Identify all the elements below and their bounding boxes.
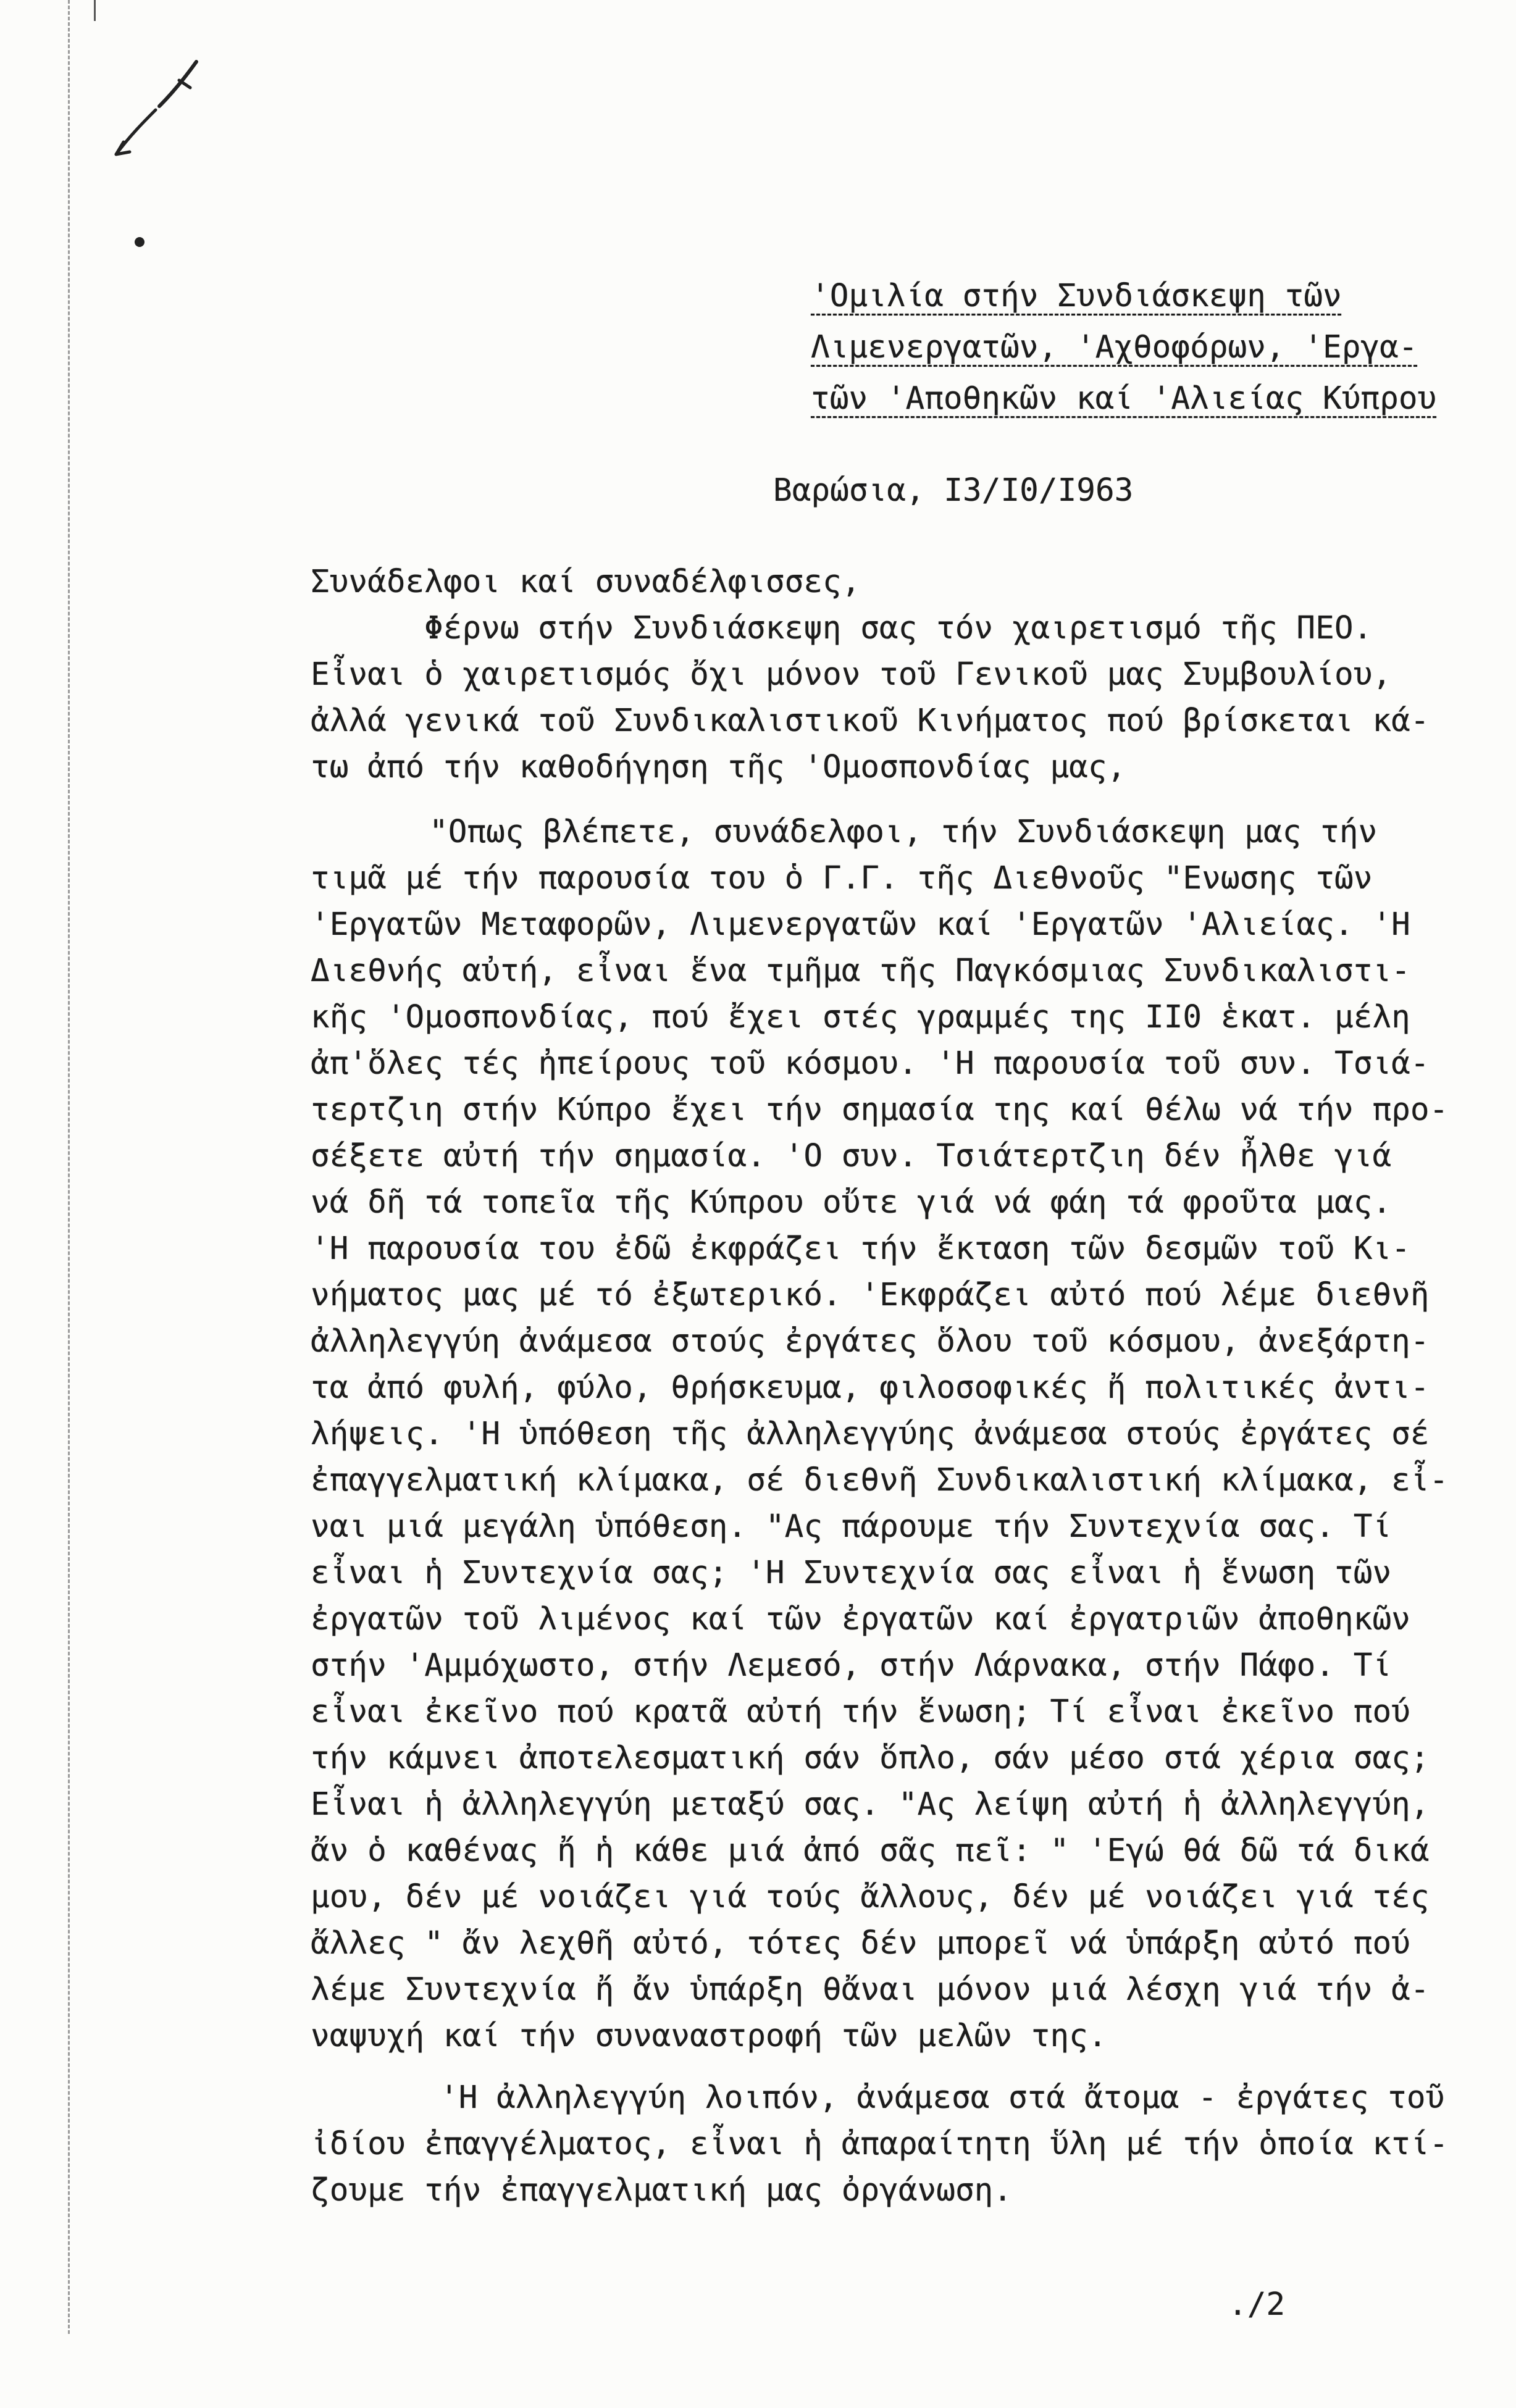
paragraph-line: "Οπως βλέπετε, συνάδελφοι, τήν Συνδιάσκεψη μας τήν bbox=[429, 814, 1378, 850]
paragraph-line: Εἶναι ἡ ἀλληλεγγύη μεταξύ σας. "Ας λείψη αὐτή ἡ ἀλληλεγγύη, bbox=[311, 1786, 1430, 1823]
paragraph-line: Διεθνής αὐτή, εἶναι ἕνα τμῆμα τῆς Παγκόσμιας Συνδικαλιστι- bbox=[311, 953, 1410, 989]
paragraph-line: 'Η ἀλληλεγγύη λοιπόν, ἀνάμεσα στά ἄτομα - ἐργάτες τοῦ bbox=[440, 2080, 1445, 2116]
paragraph-line: εἶναι ἐκεῖνο πού κρατᾶ αὐτή τήν ἕνωση; Τί εἶναι ἐκεῖνο πού bbox=[311, 1694, 1410, 1730]
paragraph-line: τω ἀπό τήν καθοδήγηση τῆς 'Ομοσπονδίας μας, bbox=[311, 749, 1126, 785]
paragraph-line: κῆς 'Ομοσπονδίας, πού ἔχει στές γραμμές της II0 ἑκατ. μέλη bbox=[311, 999, 1410, 1035]
paragraph-line: ναψυχή καί τήν συναναστροφή τῶν μελῶν της. bbox=[311, 2018, 1107, 2054]
paragraph-line: μου, δέν μέ νοιάζει γιά τούς ἄλλους, δέν μέ νοιάζει γιά τές bbox=[311, 1879, 1430, 1915]
paragraph-line: ἰδίου ἐπαγγέλματος, εἶναι ἡ ἀπαραίτητη ὕλη μέ τήν ὁποία κτί- bbox=[311, 2126, 1449, 2162]
paragraph-line: ἀλληλεγγύη ἀνάμεσα στούς ἐργάτες ὅλου τοῦ κόσμου, ἀνεξάρτη- bbox=[311, 1323, 1430, 1360]
heading-line: 'Ομιλία στήν Συνδιάσκεψη τῶν bbox=[811, 278, 1342, 314]
speech-body bbox=[311, 559, 1448, 2214]
paragraph-line: στήν 'Αμμόχωστο, στήν Λεμεσό, στήν Λάρνακα, στήν Πάφο. Τί bbox=[311, 1647, 1392, 1684]
paragraph-line: νήματος μας μέ τό ἐξωτερικό. 'Εκφράζει αὐτό πού λέμε διεθνῆ bbox=[311, 1277, 1430, 1313]
paragraph-line: Εἶναι ὁ χαιρετισμός ὄχι μόνον τοῦ Γενικοῦ μας Συμβουλίου, bbox=[311, 656, 1392, 693]
margin-tick bbox=[94, 0, 96, 21]
paragraph-line: ναι μιά μεγάλη ὑπόθεση. "Ας πάρουμε τήν Συντεχνία σας. Τί bbox=[311, 1508, 1392, 1545]
salutation: Συνάδελφοι καί συναδέλφισσες, bbox=[311, 564, 861, 600]
heading-line: τῶν 'Αποθηκῶν καί 'Αλιείας Κύπρου bbox=[811, 380, 1437, 417]
paragraph-line: τήν κάμνει ἀποτελεσματική σάν ὅπλο, σάν μέσο στά χέρια σας; bbox=[311, 1740, 1430, 1776]
speech-heading bbox=[811, 270, 1436, 424]
page-continuation-marker: ./2 bbox=[1228, 2286, 1286, 2323]
paragraph-line: εἶναι ἡ Συντεχνία σας; 'Η Συντεχνία σας εἶναι ἡ ἕνωση τῶν bbox=[311, 1555, 1392, 1591]
paragraph-line: 'Εργατῶν Μεταφορῶν, Λιμενεργατῶν καί 'Εργατῶν 'Αλιείας. 'Η bbox=[311, 906, 1410, 943]
paragraph bbox=[311, 605, 1448, 790]
paragraph-line: 'Η παρουσία του ἐδῶ ἐκφράζει τήν ἔκταση τῶν δεσμῶν τοῦ Κι- bbox=[311, 1231, 1410, 1267]
heading-line: Λιμενεργατῶν, 'Αχθοφόρων, 'Εργα- bbox=[811, 329, 1418, 366]
paragraph bbox=[311, 809, 1448, 2059]
paragraph bbox=[311, 2075, 1448, 2214]
place-date: Βαρώσια, I3/I0/I963 bbox=[773, 472, 1134, 509]
paragraph-line: σέξετε αὐτή τήν σημασία. 'Ο συν. Τσιάτερτζιη δέν ἦλθε γιά bbox=[311, 1138, 1392, 1174]
paragraph-line: ἐργατῶν τοῦ λιμένος καί τῶν ἐργατῶν καί ἐργατριῶν ἀποθηκῶν bbox=[311, 1601, 1410, 1637]
paragraph-line: τερτζιη στήν Κύπρο ἔχει τήν σημασία της καί θέλω νά τήν προ- bbox=[311, 1092, 1449, 1128]
paragraph-line: ἀπ'ὅλες τές ἠπείρους τοῦ κόσμου. 'Η παρουσία τοῦ συν. Τσιά- bbox=[311, 1045, 1430, 1082]
paragraph-line: νά δῆ τά τοπεῖα τῆς Κύπρου οὔτε γιά νά φάη τά φροῦτα μας. bbox=[311, 1184, 1392, 1221]
paragraph-line: ἄν ὁ καθένας ἤ ἡ κάθε μιά ἀπό σᾶς πεῖ: " 'Εγώ θά δῶ τά δικά bbox=[311, 1833, 1430, 1869]
paragraph-line: ἄλλες " ἄν λεχθῆ αὐτό, τότες δέν μπορεῖ νά ὑπάρξη αὐτό πού bbox=[311, 1925, 1410, 1962]
paragraph-line: λέμε Συντεχνία ἤ ἄν ὑπάρξη θἄναι μόνον μιά λέσχη γιά τήν ἀ- bbox=[311, 1971, 1430, 2008]
paragraph-line: τα ἀπό φυλή, φύλο, θρήσκευμα, φιλοσοφικές ἤ πολιτικές ἀντι- bbox=[311, 1369, 1430, 1406]
pen-mark bbox=[86, 49, 222, 259]
paragraph-line: Φέρνω στήν Συνδιάσκεψη σας τόν χαιρετισμό τῆς ΠΕΟ. bbox=[424, 610, 1373, 646]
margin-line bbox=[68, 0, 70, 2334]
paragraph-line: ἀλλά γενικά τοῦ Συνδικαλιστικοῦ Κινήματος πού βρίσκεται κά- bbox=[311, 703, 1430, 739]
paragraph-line: λήψεις. 'Η ὑπόθεση τῆς ἀλληλεγγύης ἀνάμεσα στούς ἐργάτες σέ bbox=[311, 1416, 1430, 1452]
paragraph-line: ἐπαγγελματική κλίμακα, σέ διεθνῆ Συνδικαλιστική κλίμακα, εἶ- bbox=[311, 1462, 1449, 1499]
paragraph-line: ζουμε τήν ἐπαγγελματική μας ὀργάνωση. bbox=[311, 2172, 1013, 2209]
paragraph-line: τιμᾶ μέ τήν παρουσία του ὁ Γ.Γ. τῆς Διεθνοῦς "Ενωσης τῶν bbox=[311, 860, 1373, 897]
